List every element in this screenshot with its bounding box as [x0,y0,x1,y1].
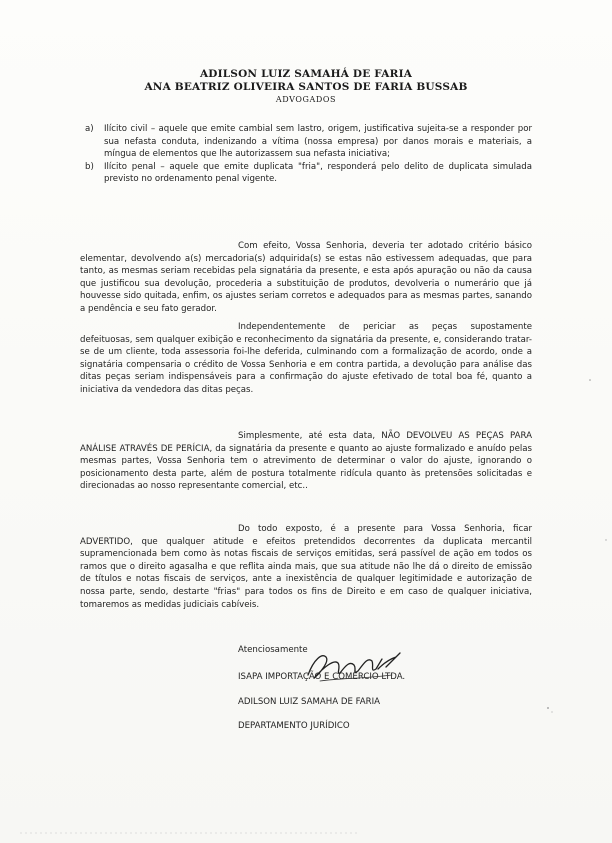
paragraph-1: Com efeito, Vossa Senhoria, deveria ter adotado critério básico elementar, devolvendo a(s) mercadoria(s) adquirida(s) se estas não estivessem adequadas, que para tanto, as mesmas seriam recebidas pela signatária da presente, e esta após apuração ou não da causa que justificou sua devolução, procederia a substituição de produtos, devolveria o numerário que já houvesse sido quitada, enfim, os ajustes seriam corretos e adequados para as mesmas partes, sanando a pendência e seu fato gerador. [80,241,532,314]
list-item-text: Ilícito penal – aquele que emite duplicata "fria", responderá pelo delito de duplicata simulada previsto no ordenamento penal vigente. [104,161,532,185]
list-item [80,123,532,161]
list-item [80,161,532,186]
closing-company: ISAPA IMPORTAÇÃO E COMÉRCIO LTDA. [238,672,406,682]
paragraph-3: Simplesmente, até esta data, NÃO DEVOLVEU AS PEÇAS PARA ANÁLISE ATRAVÉS DE PERÍCIA, da signatária da presente e quanto ao ajuste formalizado e anuído pelas mesmas partes, Vossa Senhoria tem o atrevimento de determinar o valor do ajuste, ignorando o posicionamento desta parte, além de postura totalmente ridícula quanto às pretensões solicitadas e direcionadas ao nosso representante comercial, etc.. [80,431,532,492]
letterhead-subtitle: ADVOGADOS [275,95,337,104]
closing-department: DEPARTAMENTO JURÍDICO [238,721,350,731]
list-marker: a) [85,124,94,134]
letterhead-name-1: ADILSON LUIZ SAMAHÁ DE FARIA [199,68,413,80]
closing-salutation: Atenciosamente [238,645,308,655]
letterhead-name-2: ANA BEATRIZ OLIVEIRA SANTOS DE FARIA BUSSAB [144,81,468,93]
list-marker: b) [85,161,94,172]
handwritten-signature [300,645,410,685]
letterhead [0,67,612,105]
offense-list [80,123,532,186]
list-item-text: Ilícito civil – aquele que emite cambial sem lastro, origem, justificativa sujeita-se a responder por sua nefasta conduta, indenizando a vítima (nossa empresa) por danos morais e materiais, a míngua de elementos que lhe autorizassem sua nefasta iniciativa; [104,124,532,160]
paragraph-2: Independentemente de periciar as peças supostamente defeituosas, sem qualquer exibição e reconhecimento da signatária da presente, e, considerando tratar-se de um cliente, toda assessoria foi-lhe deferida, culminando com a formalização de acordo, onde a signatária compensaria o crédito de Vossa Senhoria e em contra partida, a devolução para análise das ditas peças seriam indispensáveis para a confirmação do ajuste efetivado de total boa fé, quanto a iniciativa da vendedora das ditas peças. [80,322,532,395]
paragraph-4: Do todo exposto, é a presente para Vossa Senhoria, ficar ADVERTIDO, que qualquer atitude e efeitos pretendidos decorrentes da duplicata mercantil supramencionada bem como às notas fiscais de serviços emitidas, será passível de ação em todos os ramos que o direito agasalha e que reflita ainda mais, que sua atitude não lhe dá o direito de emissão de títulos e notas fiscais de serviços, ante a inexistência de qualquer legitimidade e autorização de nossa parte, sendo, destarte "frias" para todos os fins de Direito e em caso de qualquer iniciativa, tomaremos as medidas judiciais cabíveis. [80,524,532,610]
closing-signer: ADILSON LUIZ SAMAHA DE FARIA [238,697,381,707]
